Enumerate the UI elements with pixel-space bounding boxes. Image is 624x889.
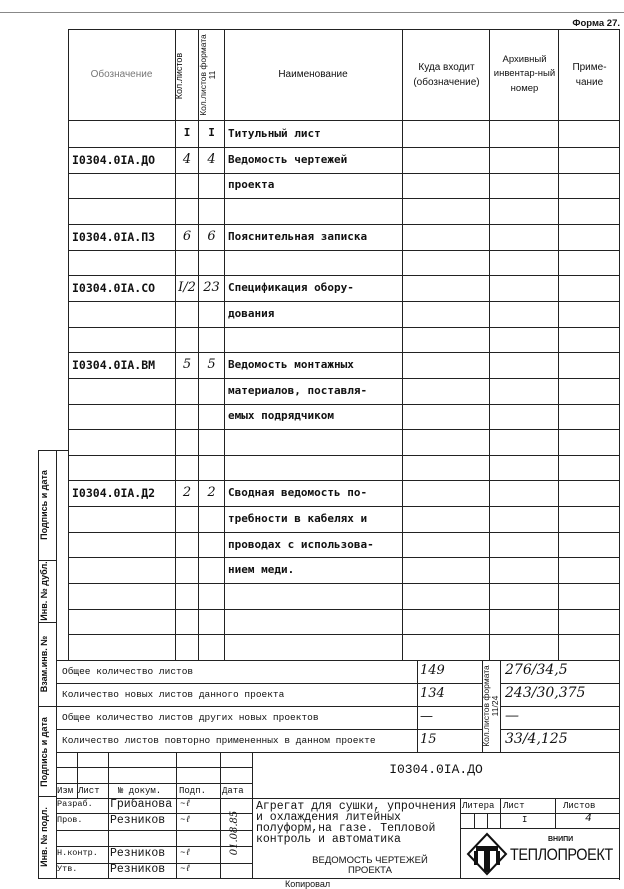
col-izm: Изм — [57, 786, 74, 796]
side-label-sign-date-2: Подпись и дата — [39, 470, 49, 540]
sheets-label: Листов — [563, 801, 596, 811]
row-name: Титульный лист — [228, 126, 321, 140]
doc-code: I0304.0IA.ДО — [389, 762, 483, 777]
col-list: Лист — [78, 786, 100, 796]
summary-value: 149 — [420, 663, 445, 678]
row-name: материалов, поставля- — [228, 383, 368, 397]
row-sheets: 2 — [182, 485, 192, 501]
col-date: Дата — [222, 786, 244, 796]
row-name: Ведомость монтажных — [228, 358, 354, 372]
header-included-in: Куда входит (обозначение) — [413, 61, 480, 88]
side-label-dup-inv: Инв. № дубл. — [39, 561, 49, 621]
row-name: проводах с использова- — [228, 537, 374, 551]
summary-value: — — [420, 709, 433, 724]
sheet-label: Лист — [503, 801, 525, 811]
role-name: Резников — [110, 814, 166, 827]
litera-label: Литера — [462, 801, 495, 811]
row-name: Пояснительная записка — [228, 229, 368, 243]
header-archive: Архивный инвентар-ный номер — [493, 54, 556, 94]
object-name: Агрегат для сушки, упрочнения и охлаждения литейных полуформ,на газе. Тепловой контроль и автоматика — [256, 800, 457, 846]
row-name: требности в кабелях и — [228, 511, 368, 525]
summary-label: Количество листов повторно примененных в данном проекте — [62, 735, 376, 746]
row-sheets: I/2 — [178, 280, 196, 296]
row-designation: I0304.0IA.Д2 — [72, 486, 156, 501]
summary-label: Общее количество листов других новых проектов — [62, 712, 319, 723]
row-designation: I0304.0IA.ПЗ — [72, 229, 156, 244]
row-name: Ведомость чертежей — [228, 152, 348, 166]
role-name: Резников — [110, 847, 166, 860]
row-sheets: I — [183, 125, 191, 139]
header-sheets-a4: Кол.листов формата 11 — [198, 34, 218, 116]
summary-label: Общее количество листов — [62, 666, 194, 677]
col-doc-no: № докум. — [118, 786, 162, 796]
form-label: Форма 27. — [572, 18, 620, 29]
summary-a4-value: 276/34,5 — [505, 662, 568, 678]
summary-label: Количество новых листов данного проекта — [62, 689, 285, 700]
footer-copied: Копировал — [285, 879, 331, 889]
row-sheets-a4: I — [208, 125, 215, 139]
signature-icon: ~ℓ — [180, 815, 191, 825]
side-label-inv-orig: Инв. № подл. — [39, 807, 49, 867]
row-name: проекта — [228, 178, 275, 192]
col-sign: Подп. — [179, 786, 207, 796]
role-label: Разраб. — [57, 799, 93, 809]
row-sheets-a4: 5 — [207, 357, 216, 373]
signature-icon: ~ℓ — [180, 864, 191, 874]
summary-value: 15 — [420, 732, 437, 747]
header-note: Приме-чание — [572, 61, 607, 88]
summary-a4-value: 243/30,375 — [505, 685, 586, 701]
role-name: Резников — [110, 863, 166, 876]
header-designation: Обозначение — [90, 69, 153, 80]
row-designation: I0304.0IA.ДО — [72, 152, 156, 167]
role-label: Н.контр. — [57, 848, 98, 858]
doc-title: ВЕДОМОСТЬ ЧЕРТЕЖЕЙ ПРОЕКТА — [312, 855, 428, 876]
row-designation: I0304.0IA.СО — [72, 281, 156, 296]
side-label-replace-inv: Взам.инв. № — [39, 635, 49, 693]
row-sheets-a4: 23 — [203, 280, 220, 296]
summary-a4-value: — — [505, 708, 519, 724]
org-small: ВНИПИ — [548, 836, 574, 843]
sheet-value: I — [522, 815, 528, 825]
row-name: нием меди. — [228, 563, 295, 577]
row-sheets-a4: 4 — [207, 151, 216, 167]
row-name: емых подрядчиком — [228, 409, 334, 423]
summary-value: 134 — [420, 686, 445, 701]
header-sheets: Кол.листов — [174, 52, 184, 100]
side-label-sign-date: Подпись и дата — [39, 717, 49, 787]
row-name: дования — [228, 306, 275, 320]
org-name: ТЕПЛОПРОЕКТ — [510, 845, 613, 864]
signature-icon: ~ℓ — [180, 799, 191, 809]
role-label: Утв. — [57, 864, 78, 874]
sheets-value: 4 — [585, 813, 592, 825]
summary-a4-value: 33/4,125 — [505, 731, 568, 747]
summary-a4-label: Кол.листов формата 11/24 — [481, 665, 501, 747]
row-sheets: 6 — [182, 228, 192, 244]
role-label: Пров. — [57, 815, 83, 825]
row-sheets: 4 — [182, 151, 192, 167]
row-sheets: 5 — [182, 357, 192, 373]
row-sheets-a4: 2 — [207, 485, 216, 501]
header-name: Наименование — [278, 69, 348, 80]
row-name: Спецификация обору- — [228, 281, 354, 295]
signature-icon: ~ℓ — [180, 848, 191, 858]
row-sheets-a4: 6 — [207, 228, 216, 244]
row-designation: I0304.0IA.ВМ — [72, 358, 156, 373]
row-name: Сводная ведомость по- — [228, 486, 368, 500]
sign-date: 01.08.85 — [229, 810, 240, 856]
org-logo-icon — [466, 832, 508, 876]
role-name: Грибанова — [110, 798, 173, 811]
